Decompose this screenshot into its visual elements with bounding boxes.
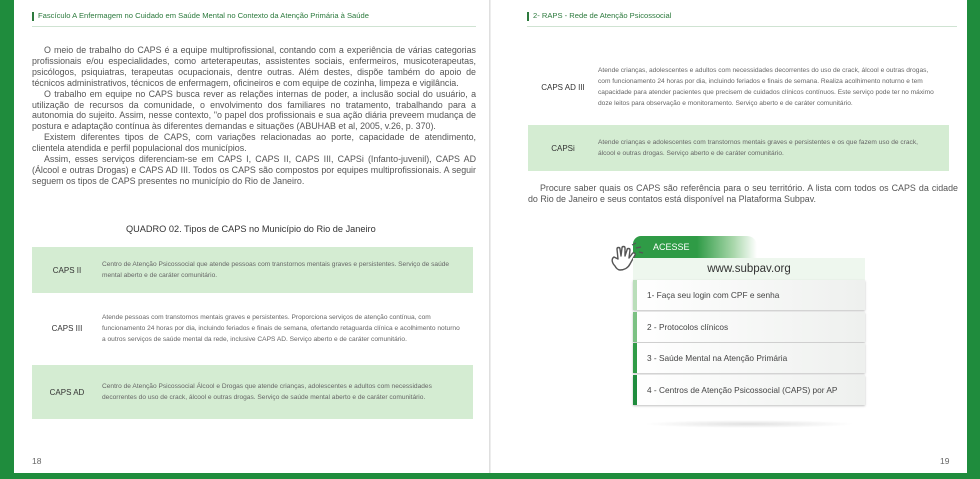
viewer-frame-left	[0, 0, 14, 479]
item-strip	[633, 375, 637, 405]
header-bar-icon	[32, 12, 34, 21]
table-title: QUADRO 02. Tipos de CAPS no Município do Rio de Janeiro	[126, 224, 376, 234]
page-number-right: 19	[940, 456, 950, 466]
caps-description: Centro de Atenção Psicossocial que atende pessoas com transtornos mentais graves e persistentes. Serviço de saúde mental aberto e de caráter comunitário.	[102, 261, 450, 279]
item-strip	[633, 312, 637, 342]
running-header-right	[527, 11, 671, 21]
caps-type: CAPS AD	[49, 387, 85, 397]
caps-type: CAPS III	[51, 323, 83, 333]
header-bar-icon	[527, 12, 529, 21]
subpav-url-link[interactable]: www.subpav.org	[707, 263, 791, 275]
acesse-item[interactable]	[633, 343, 865, 373]
acesse-item[interactable]	[633, 375, 865, 405]
running-header-right-text: 2- RAPS - Rede de Atenção Psicossocial	[533, 11, 672, 20]
item-strip	[633, 280, 637, 310]
caps-description: Atende crianças e adolescentes com transtornos mentais graves e persistentes e os que fazem uso de crack, álcool e outras drogas. Serviço aberto e de caráter comunitário.	[598, 139, 918, 157]
caps-table-left	[32, 247, 473, 419]
header-divider-right	[527, 26, 957, 27]
consult-paragraph	[528, 183, 958, 205]
item-strip	[633, 343, 637, 373]
subpav-access-card[interactable]	[609, 234, 867, 429]
acesse-item-label: 4 - Centros de Atenção Psicossocial (CAPS) por AP	[647, 384, 838, 395]
table-row	[32, 247, 473, 293]
caps-type: CAPSi	[551, 143, 575, 153]
card-shadow	[643, 420, 855, 428]
table-row	[528, 125, 949, 171]
caps-type: CAPS II	[52, 265, 82, 275]
paragraph: Existem diferentes tipos de CAPS, com variações relacionadas ao porte, capacidade de atendimento, clientela atendida e perfil populacional dos municípios.	[32, 132, 476, 154]
left-page	[14, 0, 489, 473]
table-row	[32, 365, 473, 419]
acesse-item-label: 3 - Saúde Mental na Atenção Primária	[647, 353, 788, 363]
caps-description: Centro de Atenção Psicossocial Álcool e Drogas que atende crianças, adolescentes e adultos com necessidades decorrentes do uso de crack, álcool e outras drogas. Serviço de saúde mental aberto e de caráter comunitário.	[102, 383, 432, 401]
acesse-list	[633, 280, 865, 406]
page-number-left: 18	[32, 456, 42, 466]
table-row	[32, 299, 473, 357]
viewer-frame-bottom	[0, 473, 980, 479]
viewer-frame-right	[967, 0, 980, 479]
body-text	[32, 45, 476, 187]
running-header-left	[32, 11, 369, 21]
paragraph: Assim, esses serviços diferenciam-se em CAPS I, CAPS II, CAPS III, CAPSi (Infanto-juvenil), CAPS AD (Álcool e outras Drogas) e CAPS AD III. Todos os CAPS são compostos por equipes multiprofissionais. A seguir seguem os tipos de CAPS presentes no município do Rio de Janeiro.	[32, 154, 476, 186]
acesse-tab-label: ACESSE	[653, 242, 690, 252]
acesse-item-label: 1- Faça seu login com CPF e senha	[647, 290, 780, 300]
running-header-left-text: Fascículo A Enfermagem no Cuidado em Saúde Mental no Contexto da Atenção Primária à Saúde	[38, 11, 369, 20]
acesse-item-label: 2 - Protocolos clínicos	[647, 321, 729, 332]
caps-description: Atende crianças, adolescentes e adultos com necessidades decorrentes do uso de crack, álcool e outras drogas, com funcionamento 24 horas por dia, incluindo feriados e finais de semana. Realiza acolhimento noturno e tem capacidade para atender pacientes que precisem de cuidados clínicos contínuos. Este serviço pode ter no máximo doze leitos para observação e monitoramento. Serviço aberto e de caráter comunitário.	[598, 67, 934, 107]
paragraph: O trabalho em equipe no CAPS busca rever as relações internas de poder, a inclusão social do usuário, a utilização de recursos da comunidade, o envolvimento dos familiares no tratamento, trabalhando para a autonomia do sujeito. Assim, nesse contexto, "o papel dos profissionais e sua ação diária preveem mudança de postura e adaptação contínua às diferentes demandas e situações (ABUHAB et al, 2005, v.26, p. 370).	[32, 88, 476, 132]
right-page	[491, 0, 967, 473]
caps-table-right	[528, 55, 949, 171]
acesse-item[interactable]	[633, 280, 865, 310]
caps-description: Atende pessoas com transtornos mentais graves e persistentes. Proporciona serviços de atenção contínua, com funcionamento 24 horas por dia, incluindo feriados e finais de semana, ofertando retaguarda clínica e acolhimento noturno a outros serviços de saúde mental da rede, inclusive CAPS AD. Serviço aberto e de caráter comunitário.	[102, 313, 460, 343]
header-divider-left	[32, 26, 476, 27]
acesse-tab[interactable]	[633, 236, 717, 258]
paragraph: Procure saber quais os CAPS são referência para o seu território. A lista com todos os CAPS da cidade do Rio de Janeiro e seus contatos está disponível na Plataforma Subpav.	[528, 183, 958, 204]
caps-type: CAPS AD III	[541, 82, 585, 92]
paragraph: O meio de trabalho do CAPS é a equipe multiprofissional, contando com a experiência de várias categorias profissionais e/ou especialidades, como arteterapeutas, assistentes sociais, enfermeiros, musicoterapeutas, psicólogos, psiquiatras, terapeutas ocupacionais, dentre outras. Além destes, dispõe também do apoio de técnicos administrativos, técnicos de enfermagem, oficineiros e com equipe de cozinha, limpeza e vigilância.	[32, 45, 476, 88]
acesse-item[interactable]	[633, 312, 865, 342]
table-row	[528, 55, 949, 119]
